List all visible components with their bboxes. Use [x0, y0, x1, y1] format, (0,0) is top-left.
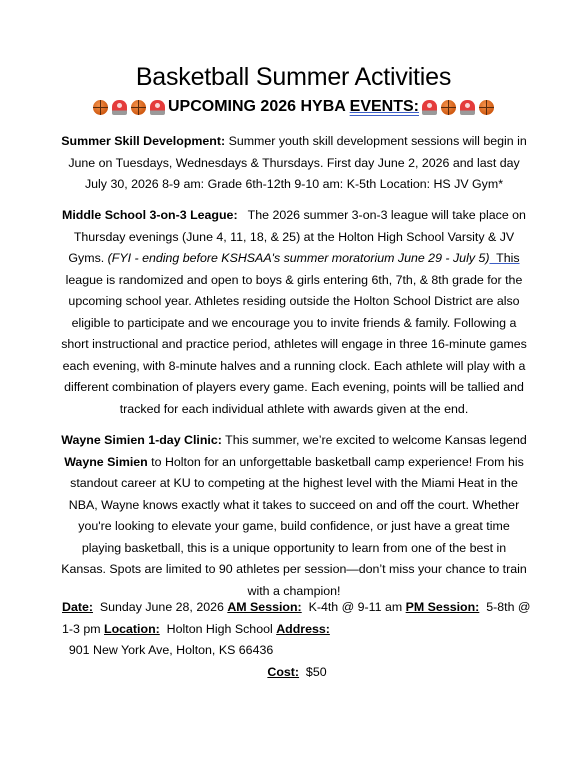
address-value: 901 New York Ave, Holton, KS 66436 — [62, 643, 274, 657]
am-session-value: K-4th @ 9-11 am — [301, 600, 406, 614]
cost-label: Cost: — [267, 664, 300, 679]
league-body-1: The 2026 summer 3-on-3 league will take place on Thursday evenings (June 4, 11, 18, & 25) at the Holton High School Varsity & JV Gyms. — [68, 208, 530, 265]
location-value: Holton High School — [159, 621, 277, 636]
clinic-heading: Wayne Simien 1-day Clinic: — [61, 433, 222, 447]
pm-session-value: 5-8th @ 1-3 pm — [62, 600, 534, 636]
league-body-2: league is randomized and open to boys & girls entering 6th, 7th, & 8th grade for the upcoming school year. Athletes residing outside the Holton School District are also eligible to participate and we encourage you to invite friends & family. Following a short instructional and practice period, athletes will engage in three 16-minute games each evening, with 8-minute halves and a running clock. Each athlete will play with a different combination of players every game. Each evening, points will be tallied and tracked for each individual athlete with awards given at the end. — [61, 272, 527, 416]
league-section — [58, 205, 530, 420]
skill-development-section — [58, 131, 530, 196]
events-word: EVENTS: — [349, 98, 419, 115]
upcoming-events-heading — [0, 97, 587, 117]
basketball-icon — [441, 100, 456, 115]
am-session-label: AM Session: — [227, 600, 302, 614]
skill-heading: Summer Skill Development: — [61, 134, 226, 148]
clinic-body-1: This summer, we’re excited to welcome Kansas legend — [221, 433, 527, 447]
league-heading: Middle School 3-on-3 League: — [62, 208, 238, 222]
cost-value: $50 — [299, 664, 327, 679]
clinic-section — [58, 430, 530, 602]
basketball-icon — [131, 100, 146, 115]
siren-icon — [422, 100, 437, 115]
date-label: Date: — [62, 600, 93, 614]
page-title: Basketball Summer Activities — [135, 63, 452, 91]
clinic-details — [62, 597, 532, 683]
league-this-word: This — [489, 251, 520, 265]
address-label: Address: — [276, 621, 330, 636]
clinic-name: Wayne Simien — [64, 454, 148, 469]
upcoming-label: UPCOMING 2026 HYBA — [167, 98, 350, 115]
upcoming-events-text — [168, 97, 419, 117]
pm-session-label: PM Session: — [405, 600, 480, 614]
date-value: Sunday June 28, 2026 — [92, 600, 228, 614]
location-label: Location: — [104, 621, 160, 636]
siren-icon — [460, 100, 475, 115]
clinic-body-2: to Holton for an unforgettable basketball camp experience! From his standout career at KU to competing at the highest level with the Miami Heat in the NBA, Wayne knows exactly what it takes to succeed on and off the court. Whether you're looking to elevate your game, build confidence, or just have a great time playing basketball, this is a unique opportunity to learn from one of the best in Kansas. Spots are limited to 90 athletes per session—don’t miss your chance to train with a champion! — [61, 454, 527, 598]
siren-icon — [112, 100, 127, 115]
skill-body: Summer youth skill development sessions will begin in June on Tuesdays, Wednesdays & Thursdays. First day June 2, 2026 and last day July 30, 2026 8-9 am: Grade 6th-12th 9-10 am: K-5th Location: HS JV Gym* — [68, 134, 527, 191]
league-moratorium-note: (FYI - ending before KSHSAA's summer moratorium June 29 - July 5) — [107, 251, 490, 265]
basketball-icon — [479, 100, 494, 115]
cost-line — [62, 662, 532, 684]
siren-icon — [150, 100, 165, 115]
basketball-icon — [93, 100, 108, 115]
